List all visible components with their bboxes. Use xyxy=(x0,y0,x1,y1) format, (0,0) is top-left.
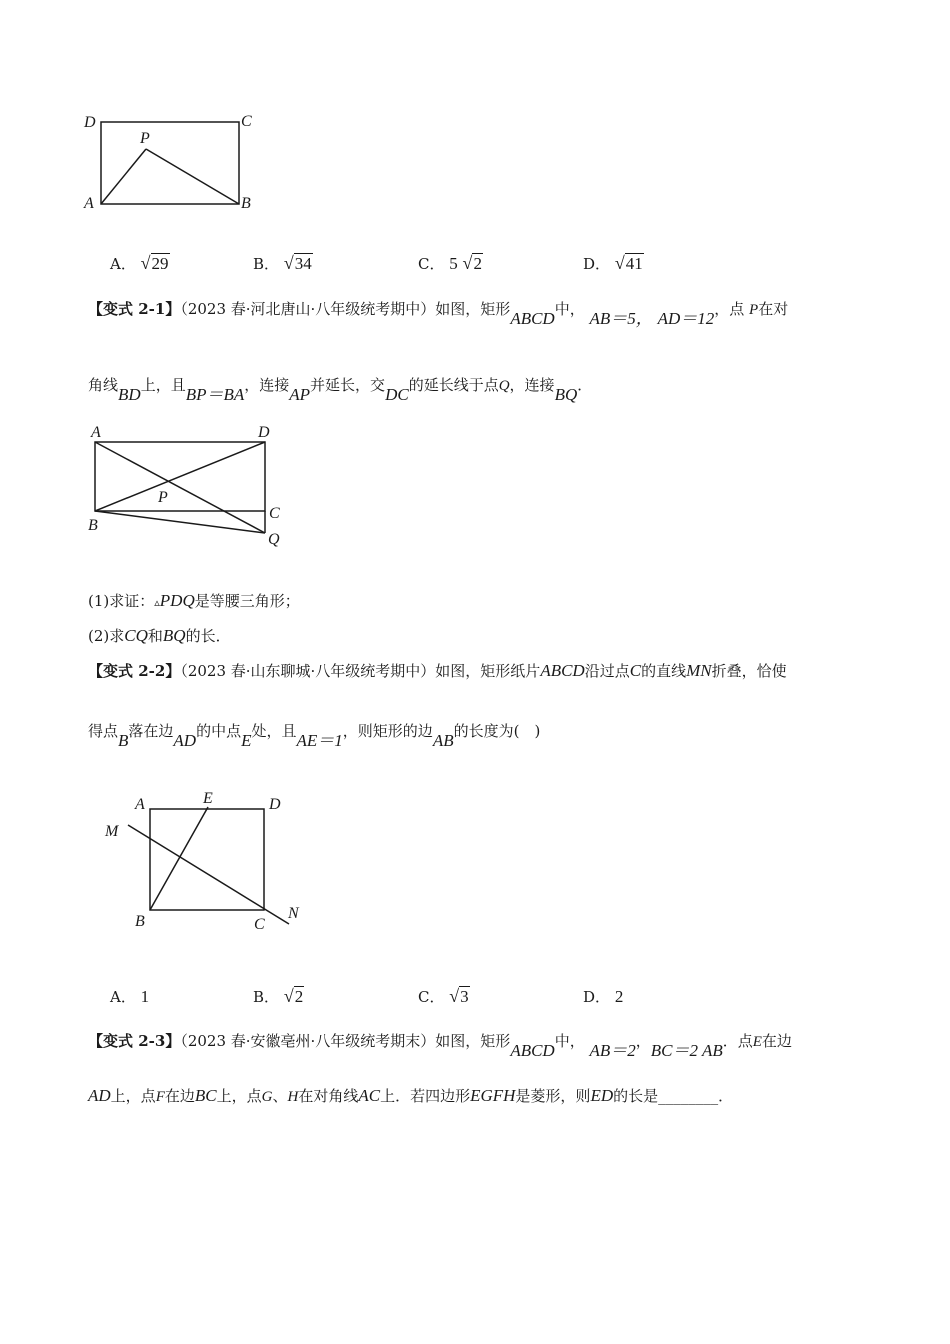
v23-line1: 【变式 2-3】（2023 春·安徽亳州·八年级统考期末）如图，矩形ABCD中， AB＝2，BC＝2 AB．点E在边 xyxy=(88,1032,792,1060)
option-b[interactable]: B． √2 xyxy=(253,986,304,1006)
label-N: N xyxy=(288,905,299,922)
label-B: B xyxy=(88,517,98,534)
sqrt-icon: √ xyxy=(283,986,294,1006)
label-B: B xyxy=(135,913,145,930)
v21-line1: 【变式 2-1】（2023 春·河北唐山·八年级统考期中）如图，矩形ABCD中， AB＝5， AD＝12，点 P在对 xyxy=(88,300,789,328)
label-E: E xyxy=(203,790,213,807)
label-A: A xyxy=(91,424,101,441)
sqrt-icon: √ xyxy=(614,253,625,273)
option-d[interactable]: D． 2 xyxy=(583,987,624,1006)
label-D: D xyxy=(84,114,96,131)
v21-line2: 角线BD上，且BP＝BA，连接AP并延长，交DC的延长线于点Q，连接BQ． xyxy=(88,376,593,404)
sqrt-icon: √ xyxy=(462,253,473,273)
label-D: D xyxy=(258,424,270,441)
label-P: P xyxy=(140,130,150,147)
option-a[interactable]: A． 1 xyxy=(110,987,150,1006)
label-C: C xyxy=(269,505,280,522)
label-A: A xyxy=(135,796,145,813)
figure-rectangle-pq xyxy=(80,420,300,555)
option-c[interactable]: C． 5 √2 xyxy=(418,253,482,273)
option-d[interactable]: D． √41 xyxy=(583,253,643,273)
label-M: M xyxy=(105,823,119,840)
label-Q: Q xyxy=(268,531,280,548)
sqrt-icon: √ xyxy=(140,253,151,273)
sqrt-icon: √ xyxy=(449,986,460,1006)
option-b[interactable]: B． √34 xyxy=(253,253,312,273)
option-c[interactable]: C． √3 xyxy=(418,986,469,1006)
v21-question-1: (1)求证：▵PDQ是等腰三角形； xyxy=(88,591,300,610)
v22-line1: 【变式 2-2】（2023 春·山东聊城·八年级统考期中）如图，矩形纸片ABCD沿过点C的直线MN折叠，恰使 xyxy=(88,661,787,680)
label-D: D xyxy=(269,796,281,813)
label-C: C xyxy=(254,916,265,933)
v21-question-2: (2)求CQ和BQ的长． xyxy=(88,626,231,645)
sqrt-icon: √ xyxy=(283,253,294,273)
label-C: C xyxy=(241,113,252,130)
figure-rectangle-p xyxy=(80,105,270,220)
label-A: A xyxy=(84,195,94,212)
label-B: B xyxy=(241,195,251,212)
option-a[interactable]: A． √29 xyxy=(110,253,169,273)
v22-line2: 得点B落在边AD的中点E处，且AE＝1，则矩形的边AB的长度为( ) xyxy=(88,722,541,750)
v23-line2: AD上，点F在边BC上，点G、H在对角线AC上．若四边形EGFH是菱形，则ED的长是________． xyxy=(88,1086,734,1105)
figure-folding xyxy=(95,785,315,935)
label-P: P xyxy=(158,489,168,506)
